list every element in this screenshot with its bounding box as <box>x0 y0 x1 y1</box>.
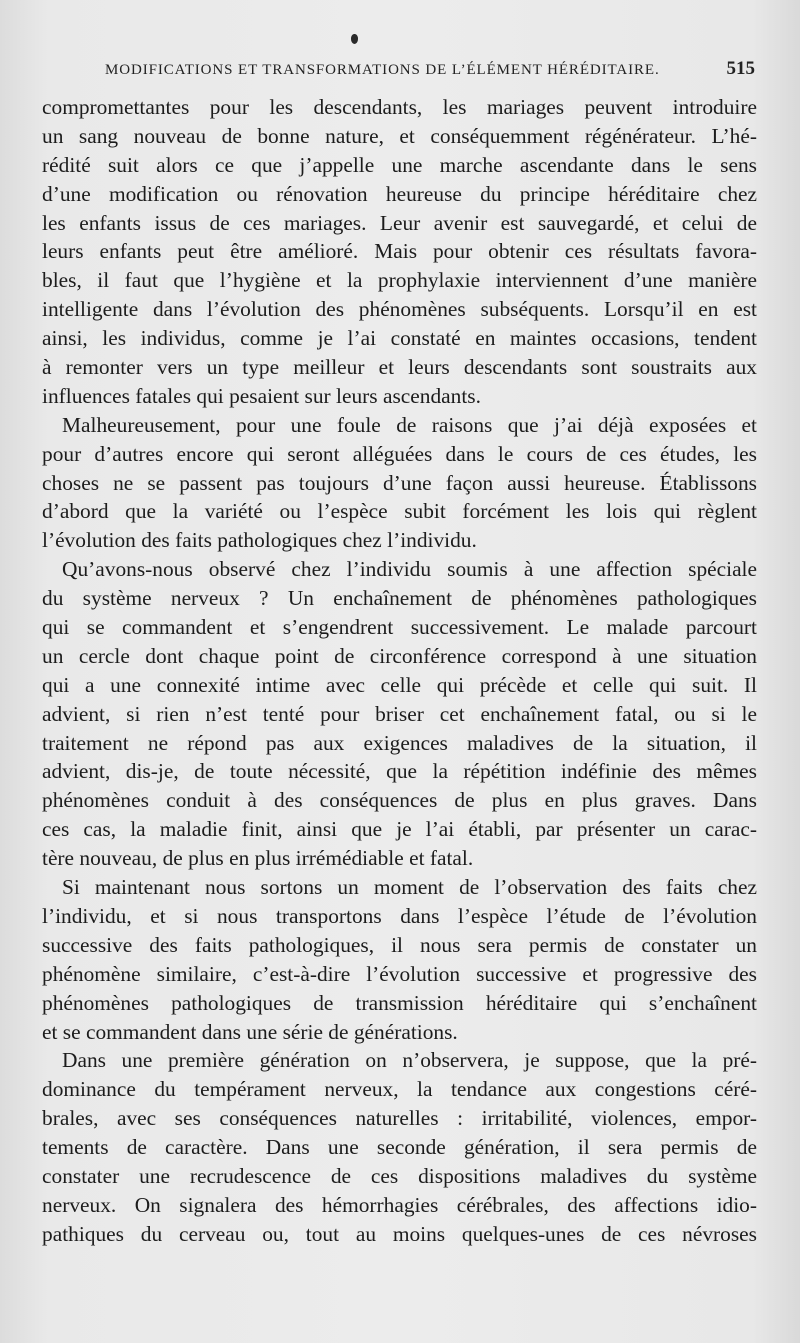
text-line: traitement ne répond pas aux exigences maladives de la situation, il <box>42 730 757 755</box>
text-line: advient, si rien n’est tenté pour briser cet enchaînement fatal, ou si le <box>42 701 757 726</box>
text-line: rédité suit alors ce que j’appelle une marche ascendante dans le sens <box>42 152 757 177</box>
text-line: Qu’avons-nous observé chez l’individu soumis à une affection spéciale <box>62 557 757 582</box>
text-line: ces cas, la maladie finit, ainsi que je l’ai établi, par présenter un carac- <box>42 817 757 842</box>
text-line: un sang nouveau de bonne nature, et conséquemment régénérateur. L’hé- <box>42 123 757 148</box>
paragraph <box>42 93 757 411</box>
text-line: les enfants issus de ces mariages. Leur avenir est sauvegardé, et celui de <box>42 210 757 235</box>
text-line: pour d’autres encore qui seront alléguées dans le cours de ces études, les <box>42 441 757 466</box>
text-line: à remonter vers un type meilleur et leurs descendants sont soustraits aux <box>42 355 757 380</box>
ink-speck <box>351 34 358 44</box>
page-number: 515 <box>726 58 755 79</box>
text-line: qui se commandent et s’engendrent successivement. Le malade parcourt <box>42 615 757 640</box>
text-line: brales, avec ses conséquences naturelles : irritabilité, violences, empor- <box>42 1106 757 1131</box>
text-line: Dans une première génération on n’observera, je suppose, que la pré- <box>62 1048 757 1073</box>
running-header <box>105 58 755 84</box>
text-line: successive des faits pathologiques, il nous sera permis de constater un <box>42 932 757 957</box>
text-line: phénomènes conduit à des conséquences de plus en plus graves. Dans <box>42 788 757 813</box>
text-line: phénomènes pathologiques de transmission héréditaire qui s’enchaînent <box>42 990 757 1015</box>
text-line: intelligente dans l’évolution des phénomènes subséquents. Lorsqu’il en est <box>42 297 757 322</box>
text-line: dominance du tempérament nerveux, la tendance aux congestions céré- <box>42 1077 757 1102</box>
text-line: bles, il faut que l’hygiène et la prophylaxie interviennent d’une manière <box>42 268 757 293</box>
text-line: du système nerveux ? Un enchaînement de phénomènes pathologiques <box>42 586 757 611</box>
text-line: influences fatales qui pesaient sur leurs ascendants. <box>42 383 481 408</box>
text-line: d’abord que la variété ou l’espèce subit forcément les lois qui règlent <box>42 499 757 524</box>
text-line: pathiques du cerveau ou, tout au moins quelques-unes de ces névroses <box>42 1221 757 1246</box>
text-line: advient, dis-je, de toute nécessité, que la répétition indéfinie des mêmes <box>42 759 757 784</box>
text-line: leurs enfants peut être amélioré. Mais pour obtenir ces résultats favora- <box>42 239 757 264</box>
text-line: ainsi, les individus, comme je l’ai constaté en maintes occasions, tendent <box>42 326 757 351</box>
running-header-title: MODIFICATIONS ET TRANSFORMATIONS DE L’ÉLÉMENT HÉRÉDITAIRE. <box>105 62 660 78</box>
text-line: un cercle dont chaque point de circonférence correspond à une situation <box>42 643 757 668</box>
paragraph <box>42 411 757 555</box>
text-line: compromettantes pour les descendants, les mariages peuvent introduire <box>42 95 757 119</box>
text-line: nerveux. On signalera des hémorrhagies cérébrales, des affections idio- <box>42 1192 757 1217</box>
paragraph <box>42 555 757 873</box>
text-line: constater une recrudescence de ces dispositions maladives du système <box>42 1163 757 1188</box>
text-line: d’une modification ou rénovation heureuse du principe héréditaire chez <box>42 181 757 206</box>
paragraph <box>42 873 757 1046</box>
text-line: et se commandent dans une série de générations. <box>42 1019 458 1044</box>
text-line: tère nouveau, de plus en plus irrémédiable et fatal. <box>42 846 474 871</box>
body-text <box>42 93 757 1249</box>
text-line: Si maintenant nous sortons un moment de l’observation des faits chez <box>62 875 757 900</box>
text-line: Malheureusement, pour une foule de raisons que j’ai déjà exposées et <box>62 412 757 437</box>
text-line: phénomène similaire, c’est-à-dire l’évolution successive et progressive des <box>42 961 757 986</box>
text-line: l’évolution des faits pathologiques chez l’individu. <box>42 528 477 553</box>
text-line: tements de caractère. Dans une seconde génération, il sera permis de <box>42 1135 757 1160</box>
paragraph <box>42 1046 757 1248</box>
text-line: l’individu, et si nous transportons dans l’espèce l’étude de l’évolution <box>42 903 757 928</box>
text-line: choses ne se passent pas toujours d’une façon aussi heureuse. Établissons <box>42 470 757 495</box>
text-line: qui a une connexité intime avec celle qui précède et celle qui suit. Il <box>42 672 757 697</box>
